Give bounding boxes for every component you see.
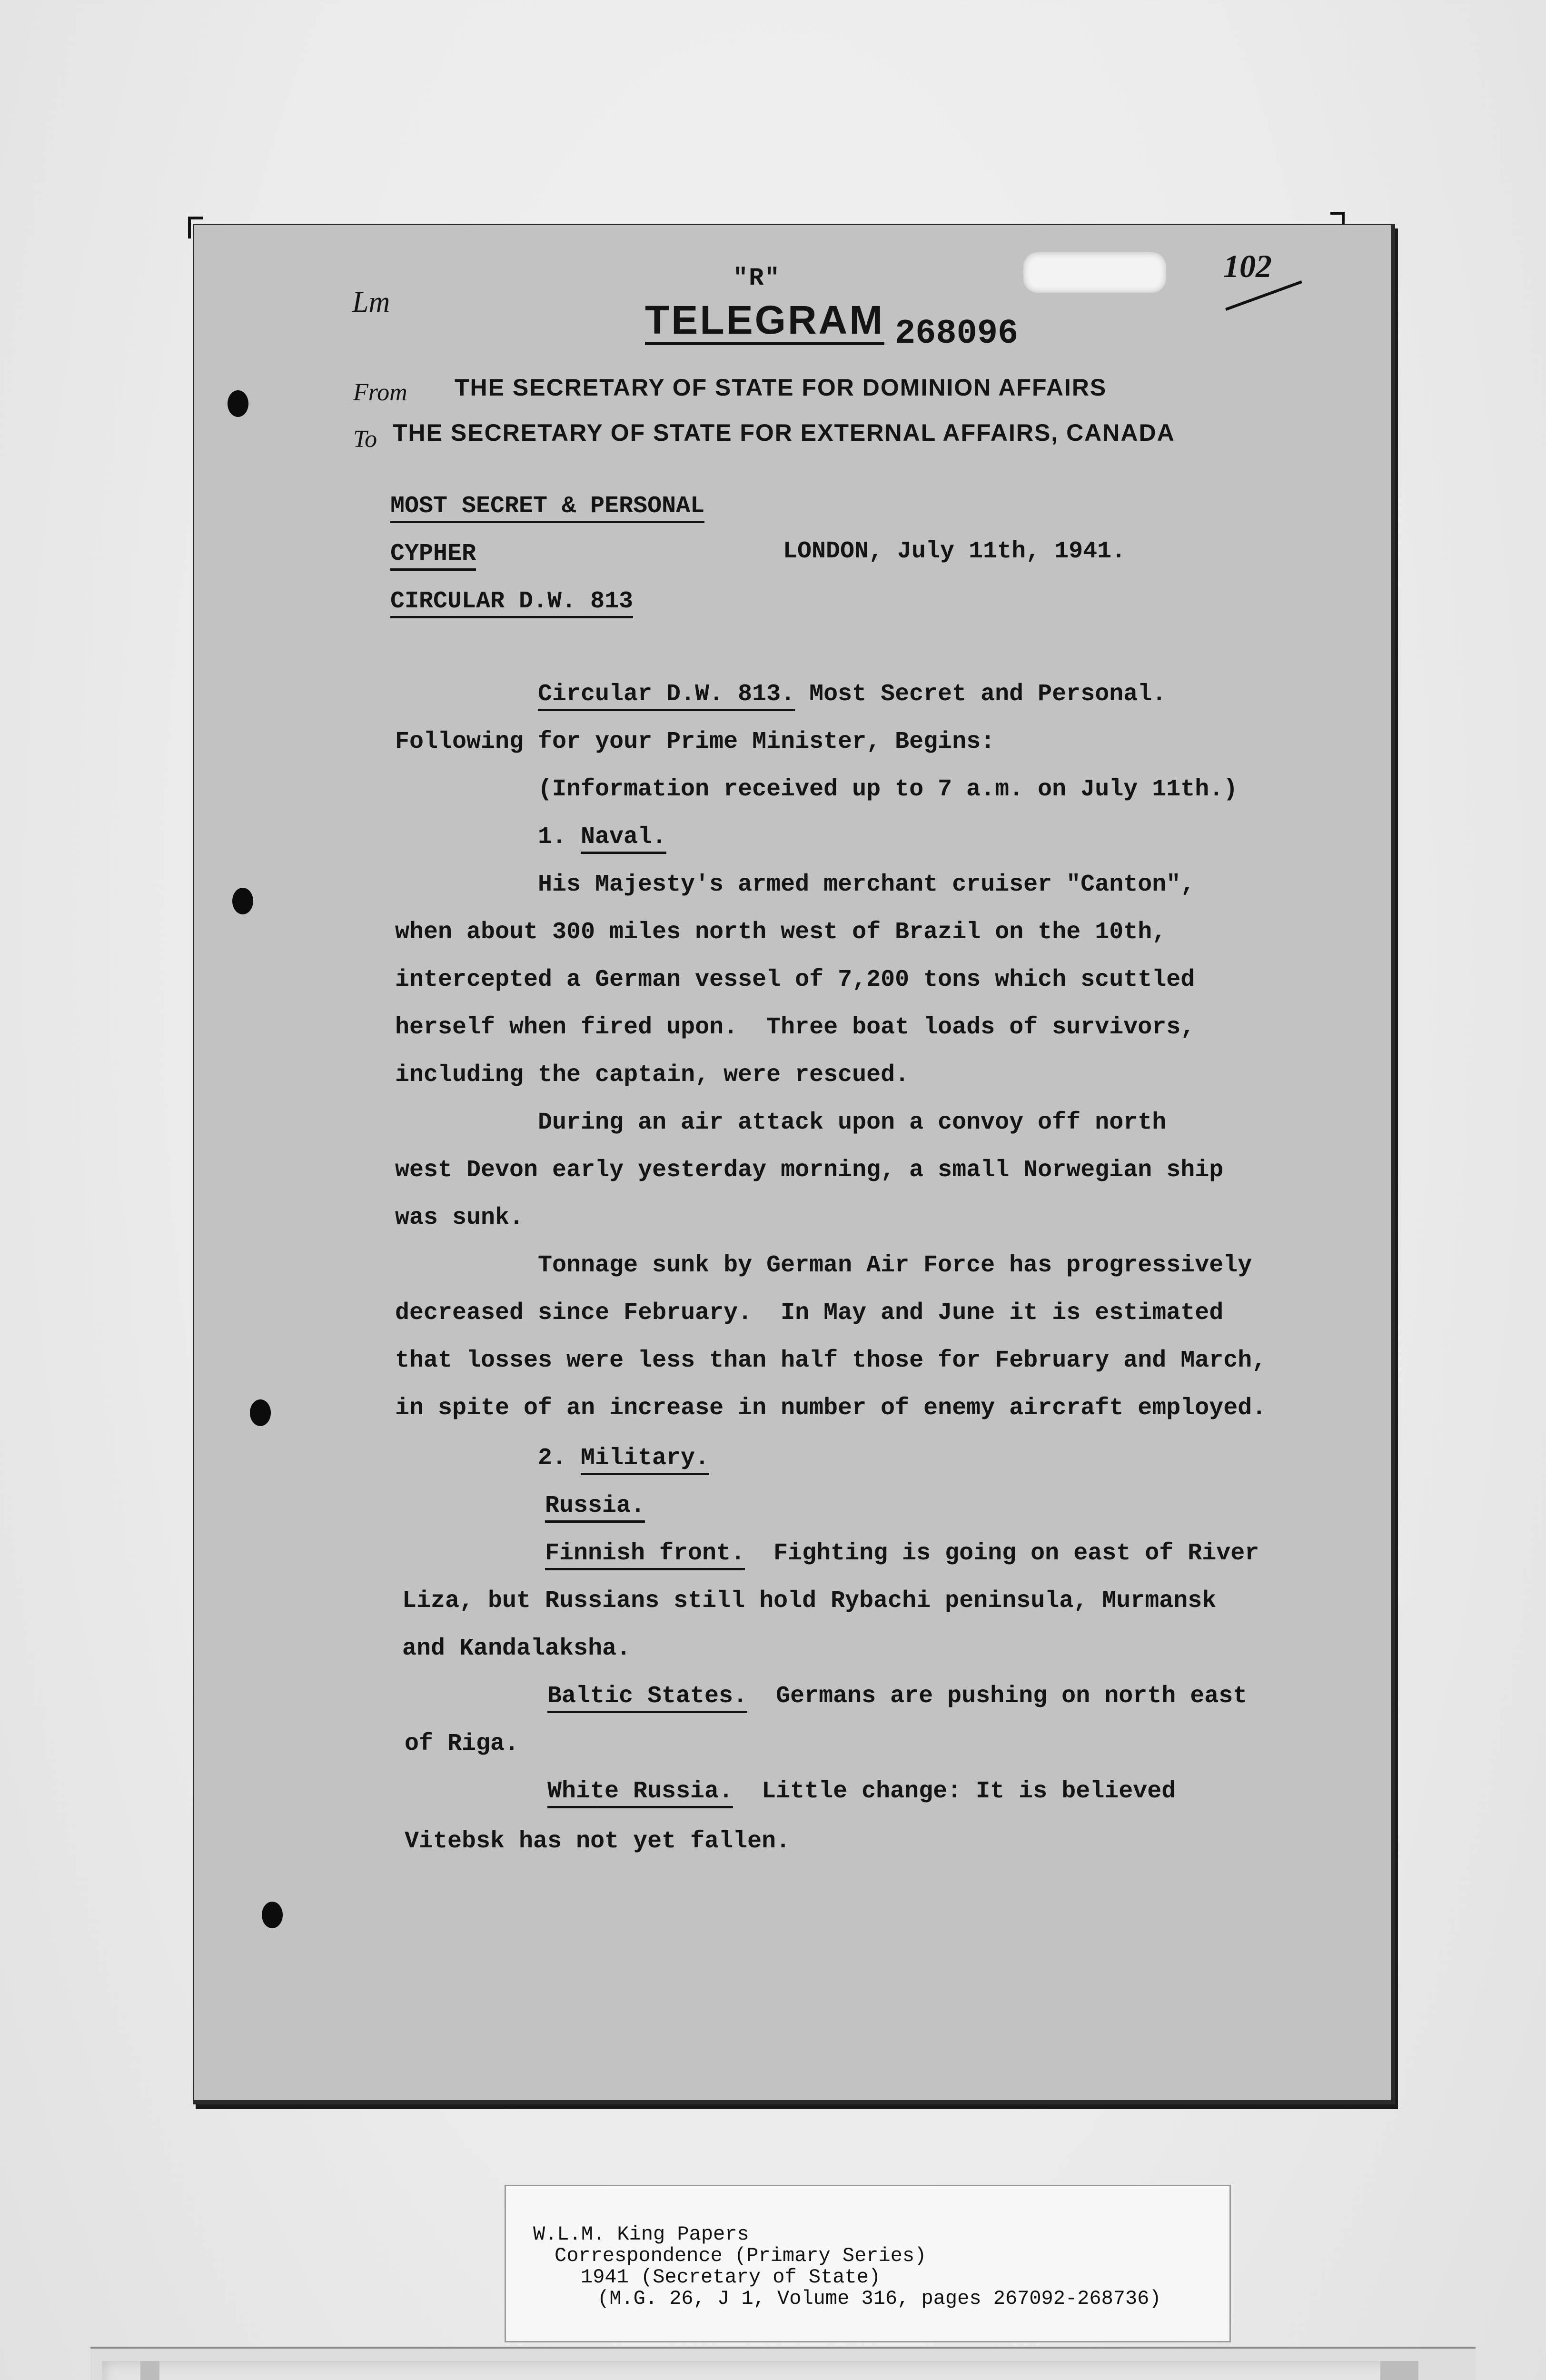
body-line: Liza, but Russians still hold Rybachi peninsula, Murmansk (402, 1587, 1217, 1615)
plate-edge-strip (140, 2361, 159, 2380)
telegram-number: 268096 (895, 314, 1019, 353)
body-line: and Kandalaksha. (402, 1635, 631, 1662)
punch-hole (228, 390, 248, 417)
body-text: Germans are pushing on north east (747, 1683, 1248, 1710)
classification: MOST SECRET & PERSONAL (390, 493, 704, 523)
body-line: was sunk. (395, 1204, 524, 1231)
body-line: Following for your Prime Minister, Begins: (395, 728, 995, 755)
circular-heading: Circular D.W. 813. (538, 681, 795, 711)
body-text: Little change: It is believed (733, 1778, 1176, 1805)
archive-plate-inner (102, 2361, 1397, 2380)
section-heading: Naval. (581, 823, 666, 854)
to-label: To (353, 426, 377, 453)
body-line: During an air attack upon a convoy off north (538, 1109, 1167, 1136)
body-line: when about 300 miles north west of Brazil on the 10th, (395, 919, 1167, 946)
section-heading: Military. (581, 1445, 709, 1475)
caption-line: Correspondence (Primary Series) (555, 2244, 927, 2267)
body-line (547, 1683, 1247, 1710)
body-line: Tonnage sunk by German Air Force has progressively (538, 1252, 1252, 1279)
body-line: herself when fired upon. Three boat loads of survivors, (395, 1014, 1195, 1041)
indicator-mark: "R" (733, 264, 781, 292)
punch-hole (250, 1399, 271, 1426)
page-number-mark: 102 (1223, 248, 1272, 284)
body-line (547, 1778, 1176, 1805)
document-title: TELEGRAM (645, 300, 884, 345)
body-line: intercepted a German vessel of 7,200 tons which scuttled (395, 966, 1195, 993)
caption-line: (M.G. 26, J 1, Volume 316, pages 267092-268736) (597, 2287, 1161, 2310)
body-text: Fighting is going on east of River (745, 1540, 1259, 1567)
from-text: THE SECRETARY OF STATE FOR DOMINION AFFAIRS (455, 374, 1107, 401)
body-line: that losses were less than half those for February and March, (395, 1347, 1267, 1374)
subsection-heading: Russia. (545, 1492, 645, 1523)
subsection-heading: White Russia. (547, 1778, 733, 1808)
punch-hole (232, 888, 253, 914)
body-line: decreased since February. In May and June it is estimated (395, 1299, 1224, 1327)
circular-reference: CIRCULAR D.W. 813 (390, 588, 633, 618)
to-text: THE SECRETARY OF STATE FOR EXTERNAL AFFAIRS, CANADA (393, 419, 1175, 446)
body-line: His Majesty's armed merchant cruiser "Canton", (538, 871, 1195, 898)
body-line: including the captain, were rescued. (395, 1061, 910, 1089)
body-text: Most Secret and Personal. (795, 681, 1167, 708)
body-line: Vitebsk has not yet fallen. (405, 1828, 791, 1855)
plate-edge-strip (1380, 2361, 1418, 2380)
punch-hole (262, 1902, 283, 1928)
body-line (538, 1445, 709, 1472)
subsection-heading: Baltic States. (547, 1683, 747, 1713)
tape-patch (1023, 252, 1166, 293)
caption-line: W.L.M. King Papers (533, 2223, 749, 2246)
from-label: From (353, 379, 407, 406)
body-line (538, 681, 1166, 708)
transmission-method: CYPHER (390, 540, 476, 571)
body-line: of Riga. (405, 1730, 519, 1757)
body-line: (Information received up to 7 a.m. on July 11th.) (538, 776, 1238, 803)
body-line (545, 1540, 1259, 1567)
section-number: 2. (538, 1445, 581, 1472)
subsection-heading: Finnish front. (545, 1540, 745, 1570)
caption-line: 1941 (Secretary of State) (581, 2266, 881, 2289)
body-line (538, 823, 666, 851)
body-line: west Devon early yesterday morning, a small Norwegian ship (395, 1157, 1224, 1184)
margin-mark: Lm (352, 286, 390, 318)
section-number: 1. (538, 823, 581, 851)
body-line: in spite of an increase in number of enemy aircraft employed. (395, 1395, 1267, 1422)
place-date: LONDON, July 11th, 1941. (783, 538, 1126, 565)
